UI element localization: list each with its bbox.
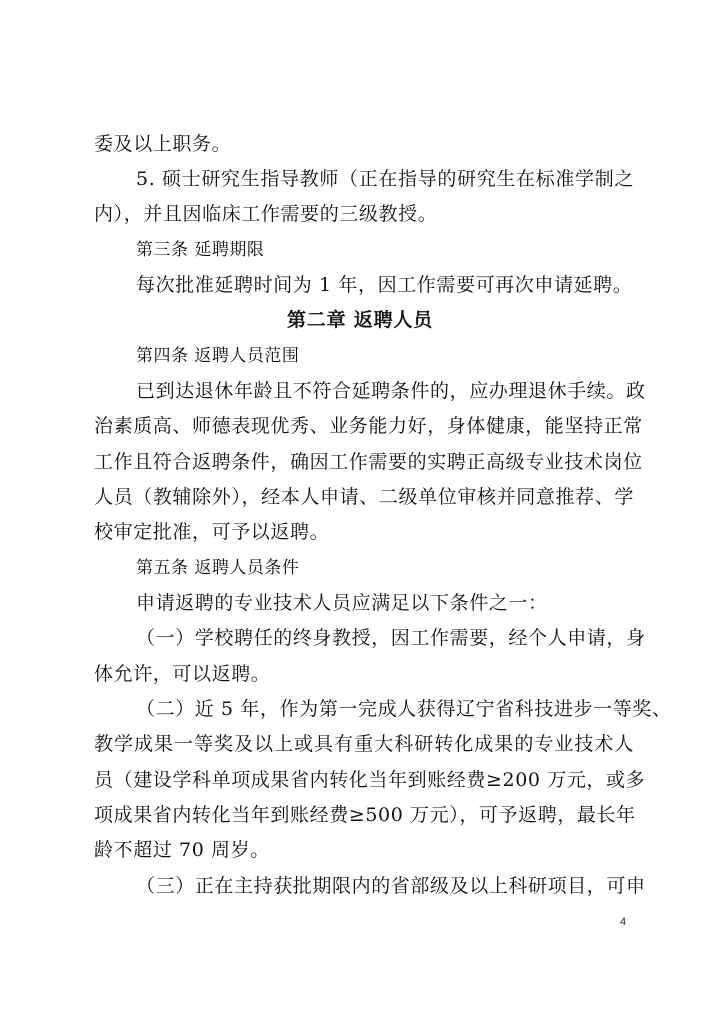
paragraph-line: 每次批准延聘时间为 1 年，因工作需要可再次申请延聘。 xyxy=(136,274,633,296)
paragraph-line: 5. 硕士研究生指导教师（正在指导的研究生在标准学制之 xyxy=(136,168,634,190)
paragraph-line: （一）学校聘任的终身教授，因工作需要，经个人申请，身 xyxy=(136,627,646,649)
paragraph-line: 委及以上职务。 xyxy=(94,133,232,155)
paragraph-line: 内），并且因临床工作需要的三级教授。 xyxy=(94,203,438,225)
chapter-heading: 第二章 返聘人员 xyxy=(286,309,433,331)
paragraph-line: 已到达退休年龄且不符合延聘条件的，应办理退休手续。政 xyxy=(136,380,646,402)
paragraph-line: 人员（教辅除外），经本人申请、二级单位审核并同意推荐、学 xyxy=(94,486,634,508)
paragraph-line: 员（建设学科单项成果省内转化当年到账经费≥200 万元，或多 xyxy=(94,769,646,791)
paragraph-line: 龄不超过 70 周岁。 xyxy=(94,839,270,861)
article-heading: 第五条 返聘人员条件 xyxy=(136,558,300,578)
paragraph-line: 校审定批准，可予以返聘。 xyxy=(94,521,330,543)
paragraph-line: （三）正在主持获批期限内的省部级及以上科研项目，可申 xyxy=(136,875,646,897)
paragraph-line: （二）近 5 年，作为第一完成人获得辽宁省科技进步一等奖、 xyxy=(136,698,672,720)
article-heading: 第四条 返聘人员范围 xyxy=(136,346,300,366)
article-heading: 第三条 延聘期限 xyxy=(136,240,265,260)
paragraph-line: 教学成果一等奖及以上或具有重大科研转化成果的专业技术人 xyxy=(94,733,634,755)
page-number: 4 xyxy=(620,916,627,928)
paragraph-line: 治素质高、师德表现优秀、业务能力好，身体健康，能坚持正常 xyxy=(94,415,643,437)
paragraph-line: 工作且符合返聘条件，确因工作需要的实聘正高级专业技术岗位 xyxy=(94,451,643,473)
paragraph-line: 体允许，可以返聘。 xyxy=(94,663,271,685)
paragraph-line: 申请返聘的专业技术人员应满足以下条件之一： xyxy=(136,592,548,614)
paragraph-line: 项成果省内转化当年到账经费≥500 万元），可予返聘，最长年 xyxy=(94,804,636,826)
